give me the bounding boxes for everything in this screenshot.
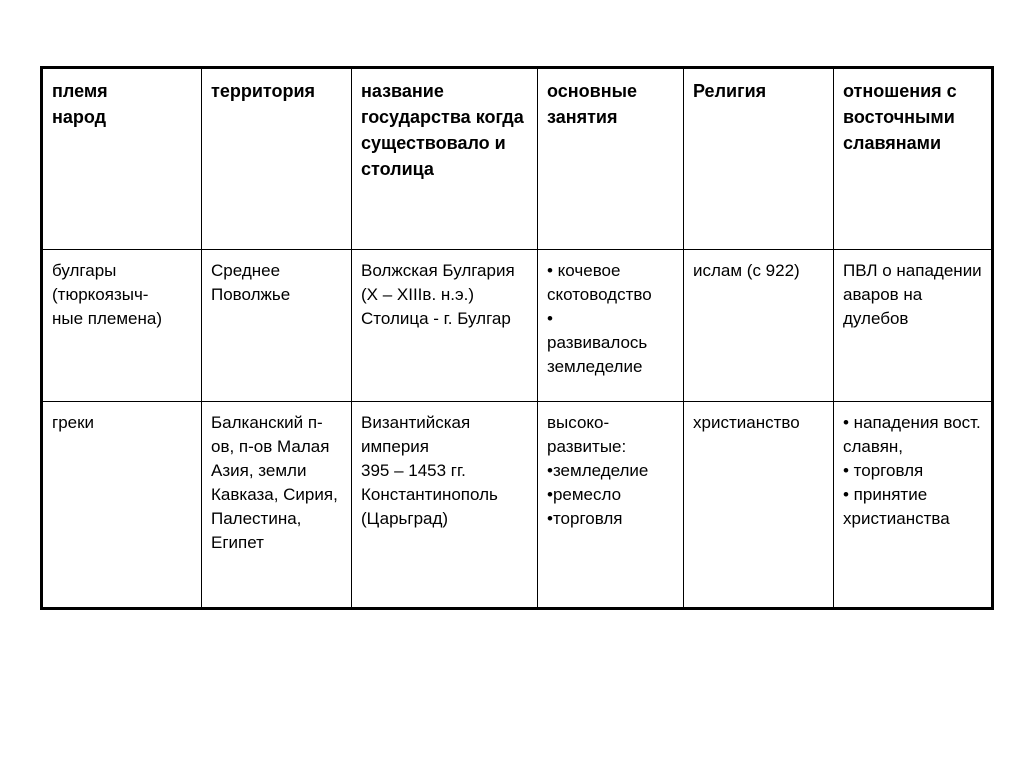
header-cell-territory: территория xyxy=(202,68,352,250)
table-cell: высоко- развитые: •земледелие •ремесло •торговля xyxy=(538,402,684,609)
table-cell: ПВЛ о нападении аваров на дулебов xyxy=(834,250,993,402)
table-cell: Среднее Поволжье xyxy=(202,250,352,402)
table-cell: Балканский п-ов, п-ов Малая Азия, земли Кавказа, Сирия, Палестина, Египет xyxy=(202,402,352,609)
table-cell: христианство xyxy=(684,402,834,609)
header-cell-occupations: основные занятия xyxy=(538,68,684,250)
comparison-table xyxy=(40,66,994,610)
table-cell: Византийская империя 395 – 1453 гг. Константинополь (Царьград) xyxy=(352,402,538,609)
header-cell-relations: отношения с восточными славянами xyxy=(834,68,993,250)
table-row xyxy=(42,250,993,402)
table-row xyxy=(42,402,993,609)
table-header-row xyxy=(42,68,993,250)
header-cell-tribe: племя народ xyxy=(42,68,202,250)
table-cell: Волжская Булгария (X – XIIIв. н.э.) Столица - г. Булгар xyxy=(352,250,538,402)
header-cell-state: название государства когда существовало и столица xyxy=(352,68,538,250)
table-cell: греки xyxy=(42,402,202,609)
table-cell: • кочевое скотоводство • развивалось земледелие xyxy=(538,250,684,402)
table-cell: ислам (с 922) xyxy=(684,250,834,402)
table-cell: • нападения вост. славян, • торговля • принятие христианства xyxy=(834,402,993,609)
table-cell: булгары (тюркоязыч- ные племена) xyxy=(42,250,202,402)
header-cell-religion: Религия xyxy=(684,68,834,250)
